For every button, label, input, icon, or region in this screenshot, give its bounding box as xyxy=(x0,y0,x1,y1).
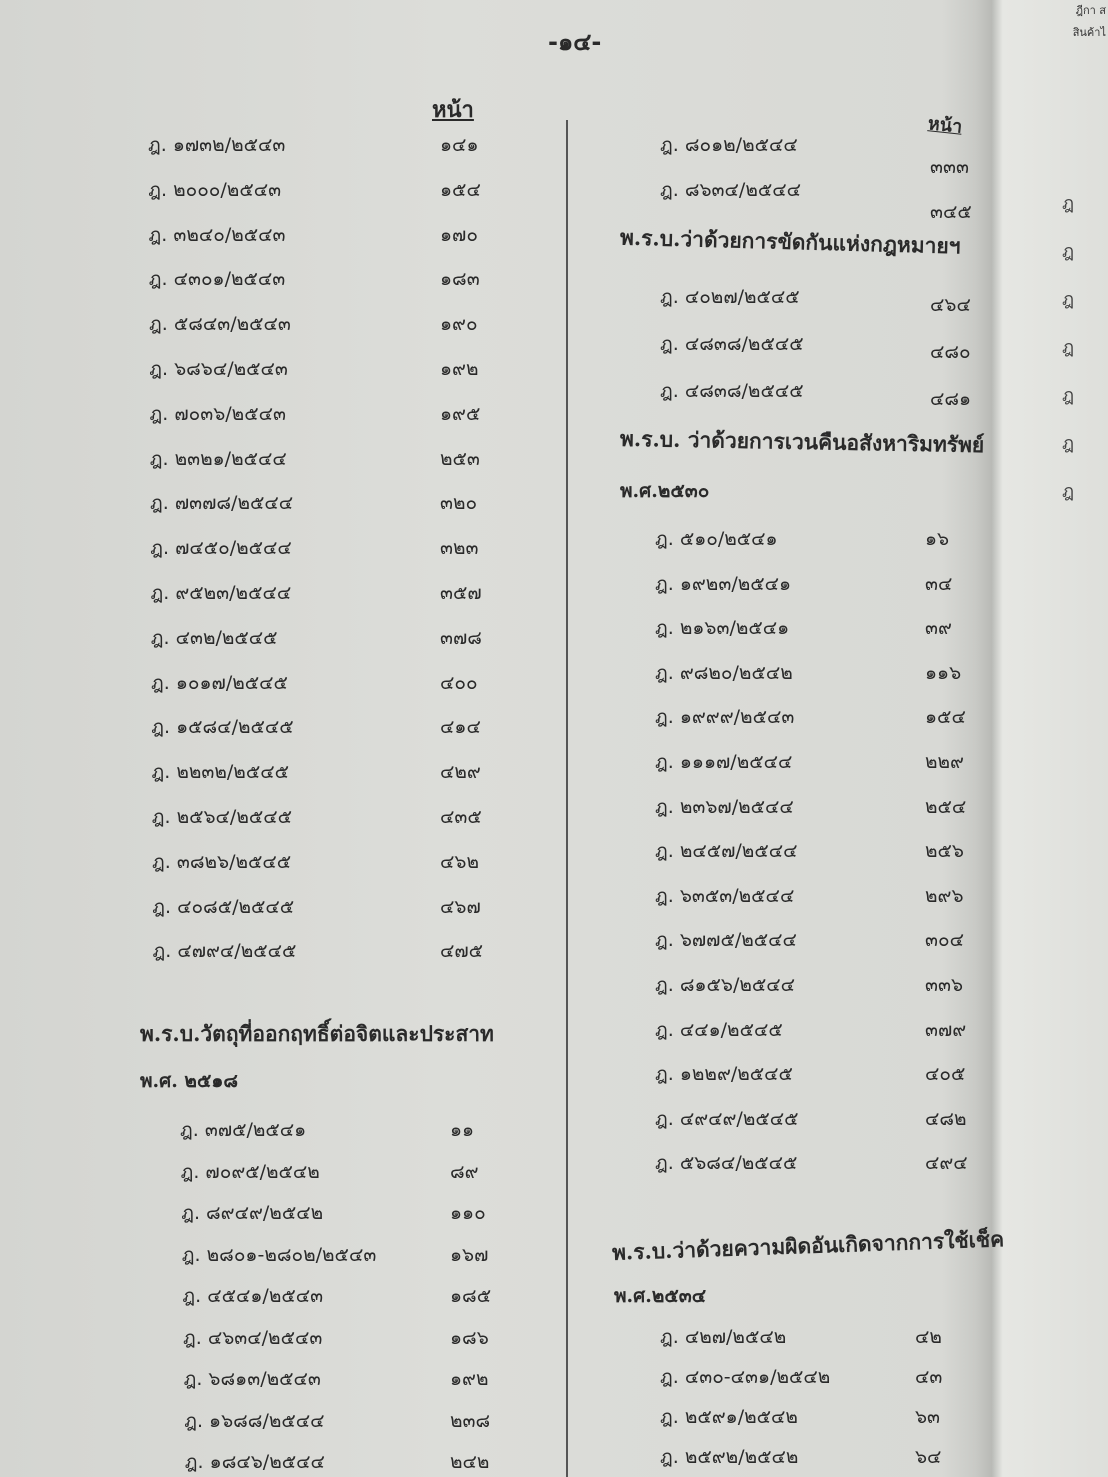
page-reference: ๒๕๖ xyxy=(925,840,964,863)
case-number: ฎ. ๔๘๓๘/๒๕๔๕ xyxy=(660,333,804,355)
page-reference: ๓๓๖ xyxy=(925,974,964,996)
adjacent-page-edge xyxy=(1062,180,1074,516)
case-number: ฎ. ๘๑๕๖/๒๕๔๔ xyxy=(655,974,796,996)
case-number: ฎ. ๖๘๑๓/๒๕๔๓ xyxy=(183,1368,321,1390)
case-number: ฎ. ๔๕๔๑/๒๕๔๓ xyxy=(182,1285,324,1307)
index-entry xyxy=(150,488,478,518)
case-number: ฎ. ๑๙๒๓/๒๕๔๑ xyxy=(655,572,792,595)
page-reference: ๓๗๙ xyxy=(925,1018,967,1041)
case-number: ฎ. ๔๙๔๙/๒๕๔๕ xyxy=(655,1107,799,1130)
index-entry xyxy=(152,847,479,877)
adjacent-page-corner-text xyxy=(1073,0,1106,44)
case-number: ฎ. ๒๓๒๑/๒๕๔๔ xyxy=(149,447,287,470)
case-number: ฎ. ๒๘๐๑-๒๘๐๒/๒๕๔๓ xyxy=(181,1243,377,1266)
case-number: ฎ. ๑๖๘๘/๒๕๔๔ xyxy=(184,1409,325,1432)
case-number: ฎ. ๔๐๘๕/๒๕๔๕ xyxy=(152,895,295,918)
case-number: ฎ. ๗๐๙๕/๒๕๔๒ xyxy=(180,1160,320,1183)
case-number: ฎ. ๔๗๙๔/๒๕๔๕ xyxy=(152,940,297,963)
index-entry xyxy=(655,747,964,777)
page-reference: ๔๙๔ xyxy=(925,1152,968,1175)
index-entry xyxy=(148,130,479,160)
corner-line: สินค้าไ xyxy=(1072,26,1106,39)
page-reference: ๒๓๘ xyxy=(449,1409,491,1432)
adjacent-page-glyph: ฎ xyxy=(1062,433,1075,454)
index-entry xyxy=(655,613,952,643)
case-number: ฎ. ๖๘๖๔/๒๕๔๓ xyxy=(149,358,288,380)
adjacent-page-glyph: ฎ xyxy=(1062,193,1075,214)
case-number: ฎ. ๔๔๑/๒๕๔๕ xyxy=(655,1018,783,1041)
page-reference: ๑๙๕ xyxy=(440,402,481,425)
index-entry xyxy=(150,623,482,653)
page-reference: ๑๘๕ xyxy=(449,1285,492,1307)
section-title: พ.ร.บ.ว่าด้วยความผิดอันเกิดจากการใช้เช็ค xyxy=(611,1226,1005,1265)
case-number: ฎ. ๗๐๓๖/๒๕๔๓ xyxy=(149,402,286,425)
index-entry xyxy=(152,892,481,922)
case-number: ฎ. ๘๐๑๒/๒๕๔๔ xyxy=(660,134,798,156)
page-reference: ๔๓ xyxy=(915,1366,943,1388)
column-divider xyxy=(566,120,568,1477)
case-number: ฎ. ๑๙๙๙/๒๕๔๓ xyxy=(655,706,795,729)
index-entry xyxy=(660,1442,942,1472)
case-number: ฎ. ๕๖๘๔/๒๕๔๕ xyxy=(655,1152,798,1175)
case-number: ฎ. ๒๕๙๒/๒๕๔๒ xyxy=(660,1446,799,1468)
page-reference: ๔๘๒ xyxy=(925,1107,967,1130)
case-number: ฎ. ๖๓๕๓/๒๕๔๔ xyxy=(655,884,795,907)
case-number: ฎ. ๖๗๗๕/๒๕๔๔ xyxy=(655,929,797,952)
index-entry xyxy=(150,578,482,608)
page-reference: ๓๒๐ xyxy=(440,492,478,515)
index-entry xyxy=(152,936,484,966)
index-entry xyxy=(148,175,481,205)
case-number: ฎ. ๔๓๐-๔๓๑/๒๕๔๒ xyxy=(660,1366,831,1388)
index-entry xyxy=(151,757,481,787)
page-reference: ๔๘๑ xyxy=(930,388,972,410)
page-reference: ๓๒๓ xyxy=(440,537,479,560)
index-entry xyxy=(180,1115,475,1145)
case-number: ฎ. ๔๘๓๘/๒๕๔๕ xyxy=(660,380,804,402)
case-number: ฎ. ๔๖๓๔/๒๕๔๓ xyxy=(183,1326,323,1349)
index-entry xyxy=(660,376,972,410)
index-entry xyxy=(655,524,950,554)
case-number: ฎ. ๙๘๒๐/๒๕๔๒ xyxy=(655,661,793,684)
index-entry xyxy=(660,329,971,363)
index-entry xyxy=(660,130,969,178)
page-reference: ๔๐๐ xyxy=(440,671,478,694)
page-reference: ๓๕๗ xyxy=(440,582,482,604)
index-entry xyxy=(181,1198,486,1228)
index-entry xyxy=(655,1059,966,1089)
index-entry xyxy=(655,925,964,955)
case-number: ฎ. ๑๐๑๗/๒๕๔๕ xyxy=(151,671,288,694)
section-title: พ.ร.บ. ว่าด้วยการเวนคืนอสังหาริมทรัพย์ xyxy=(619,425,985,458)
index-entry xyxy=(183,1323,489,1353)
page-reference: ๑๙๒ xyxy=(440,358,479,380)
page-reference: ๑๑ xyxy=(450,1119,475,1141)
page-reference: ๔๖๗ xyxy=(440,895,481,918)
index-entry xyxy=(150,533,479,563)
case-number: ฎ. ๓๒๔๐/๒๕๔๓ xyxy=(148,223,286,246)
adjacent-page-glyph: ฎ xyxy=(1062,385,1075,406)
case-number: ฎ. ๓๘๒๖/๒๕๔๕ xyxy=(152,850,292,873)
index-entry xyxy=(660,175,972,223)
page-column-header-left: หน้า xyxy=(432,98,474,123)
page-reference: ๑๖ xyxy=(925,528,950,550)
page-reference: ๑๙๒ xyxy=(449,1368,489,1390)
page-reference: ๔๒๙ xyxy=(440,761,481,784)
page-reference: ๒๔๒ xyxy=(449,1451,490,1473)
case-number: ฎ. ๕๘๔๓/๒๕๔๓ xyxy=(149,313,291,336)
page-reference: ๓๔๕ xyxy=(930,201,972,223)
case-number: ฎ. ๒๕๙๑/๒๕๔๒ xyxy=(660,1406,798,1428)
page-reference: ๑๘๓ xyxy=(440,268,480,291)
page-reference: ๘๙ xyxy=(449,1160,479,1183)
adjacent-page-glyph: ฎ xyxy=(1062,241,1075,262)
case-number: ฎ. ๒๒๓๒/๒๕๔๕ xyxy=(151,761,289,784)
page-reference: ๑๑๐ xyxy=(449,1202,486,1224)
index-entry xyxy=(655,1015,967,1045)
case-number: ฎ. ๔๒๗/๒๕๔๒ xyxy=(660,1326,787,1348)
index-entry xyxy=(655,792,967,822)
index-entry xyxy=(660,1362,943,1392)
case-number: ฎ. ๘๖๓๔/๒๕๔๔ xyxy=(660,179,801,201)
case-number: ฎ. ๓๗๕/๒๕๔๑ xyxy=(180,1119,307,1141)
index-entry xyxy=(149,309,478,339)
page-reference: ๒๕๔ xyxy=(925,795,967,818)
case-number: ฎ. ๘๙๔๙/๒๕๔๒ xyxy=(181,1202,324,1224)
index-entry xyxy=(184,1447,490,1477)
index-entry xyxy=(655,836,964,866)
page-reference: ๑๕๔ xyxy=(440,178,481,201)
case-number: ฎ. ๑๒๒๙/๒๕๔๕ xyxy=(655,1063,793,1086)
adjacent-page-glyph: ฎ xyxy=(1062,337,1075,358)
index-entry xyxy=(655,881,964,911)
section-year: พ.ศ. ๒๕๑๘ xyxy=(140,1070,239,1092)
page-reference: ๑๘๖ xyxy=(450,1326,489,1349)
case-number: ฎ. ๒๐๐๐/๒๕๔๓ xyxy=(148,178,282,201)
case-number: ฎ. ๒๓๖๗/๒๕๔๔ xyxy=(655,795,794,818)
page-reference: ๑๖๗ xyxy=(449,1243,489,1266)
index-entry xyxy=(151,712,481,742)
index-entry xyxy=(149,444,480,474)
page-reference: ๔๖๒ xyxy=(440,850,479,873)
page-reference: ๔๗๕ xyxy=(440,940,484,963)
section-year: พ.ศ.๒๕๓๐ xyxy=(620,480,710,502)
case-number: ฎ. ๑๘๔๖/๒๕๔๔ xyxy=(184,1451,325,1473)
index-entry xyxy=(151,668,478,698)
page-reference: ๑๗๐ xyxy=(440,223,478,246)
page-reference: ๑๑๖ xyxy=(925,661,962,684)
page-reference: ๔๑๔ xyxy=(440,716,481,739)
case-number: ฎ. ๔๓๐๑/๒๕๔๓ xyxy=(148,268,286,291)
section-title: พ.ร.บ.ว่าด้วยการขัดกันแห่งกฎหมายฯ xyxy=(619,224,961,259)
case-number: ฎ. ๙๕๒๓/๒๕๔๔ xyxy=(150,582,292,604)
case-number: ฎ. ๒๕๖๔/๒๕๔๕ xyxy=(151,806,292,828)
page-reference: ๓๔ xyxy=(925,572,953,595)
case-number: ฎ. ๔๐๒๗/๒๕๔๕ xyxy=(660,286,800,308)
index-entry xyxy=(660,1402,941,1432)
index-entry xyxy=(655,702,966,732)
index-entry xyxy=(660,1322,942,1352)
index-entry xyxy=(151,802,482,832)
index-entry xyxy=(181,1240,489,1270)
page-reference: ๔๓๕ xyxy=(440,806,482,828)
page-reference: ๓๙ xyxy=(925,617,952,640)
index-entry xyxy=(660,282,971,316)
case-number: ฎ. ๗๓๗๘/๒๕๔๔ xyxy=(150,492,294,515)
case-number: ฎ. ๒๔๕๗/๒๕๔๔ xyxy=(655,840,798,863)
case-number: ฎ. ๕๑๐/๒๕๔๑ xyxy=(655,528,778,550)
case-number: ฎ. ๗๔๕๐/๒๕๔๔ xyxy=(150,537,292,560)
page-reference: ๓๗๘ xyxy=(440,626,482,649)
page-reference: ๒๒๙ xyxy=(925,751,964,773)
page-reference: ๓๓๓ xyxy=(930,156,969,178)
index-entry xyxy=(148,220,478,250)
case-number: ฎ. ๒๑๖๓/๒๕๔๑ xyxy=(655,617,790,640)
index-entry xyxy=(183,1364,489,1394)
case-number: ฎ. ๑๕๘๔/๒๕๔๕ xyxy=(151,716,294,739)
page-reference: ๑๙๐ xyxy=(440,313,478,336)
page-reference: ๒๙๖ xyxy=(925,884,964,907)
page-reference: ๔๐๕ xyxy=(925,1063,966,1086)
corner-line: ฎีกา ส xyxy=(1075,4,1106,17)
index-entry xyxy=(180,1157,479,1187)
index-entry xyxy=(182,1281,492,1311)
case-number: ฎ. ๑๗๓๒/๒๕๔๓ xyxy=(148,134,286,156)
index-entry xyxy=(655,1148,968,1178)
page-reference: ๓๐๔ xyxy=(925,929,964,952)
index-entry xyxy=(184,1406,491,1436)
adjacent-page-glyph: ฎ xyxy=(1062,289,1075,310)
page-reference: ๖๔ xyxy=(915,1446,942,1468)
case-number: ฎ. ๔๓๒/๒๕๔๕ xyxy=(150,626,278,649)
index-entry xyxy=(655,970,964,1000)
index-entry xyxy=(655,1104,967,1134)
index-entry xyxy=(148,264,480,294)
case-number: ฎ. ๑๑๑๗/๒๕๔๔ xyxy=(655,751,793,773)
page-number: -๑๔- xyxy=(548,28,602,56)
index-entry xyxy=(655,658,962,688)
section-title: พ.ร.บ.วัตถุที่ออกฤทธิ์ต่อจิตและประสาท xyxy=(140,1021,494,1046)
page-reference: ๔๘๐ xyxy=(930,341,971,363)
page-reference: ๑๔๑ xyxy=(440,134,479,156)
page-reference: ๖๓ xyxy=(915,1406,941,1428)
page-column-header-right: หน้า xyxy=(926,113,964,138)
page-reference: ๒๕๓ xyxy=(440,447,480,470)
page-reference: ๔๖๔ xyxy=(930,294,971,316)
index-entry xyxy=(655,569,953,599)
index-entry xyxy=(149,354,479,384)
index-entry xyxy=(149,399,481,429)
page-reference: ๔๒ xyxy=(915,1326,942,1348)
page-reference: ๑๕๔ xyxy=(925,706,966,729)
section-year: พ.ศ.๒๕๓๔ xyxy=(614,1285,707,1307)
adjacent-page-glyph: ฎ xyxy=(1062,481,1075,502)
